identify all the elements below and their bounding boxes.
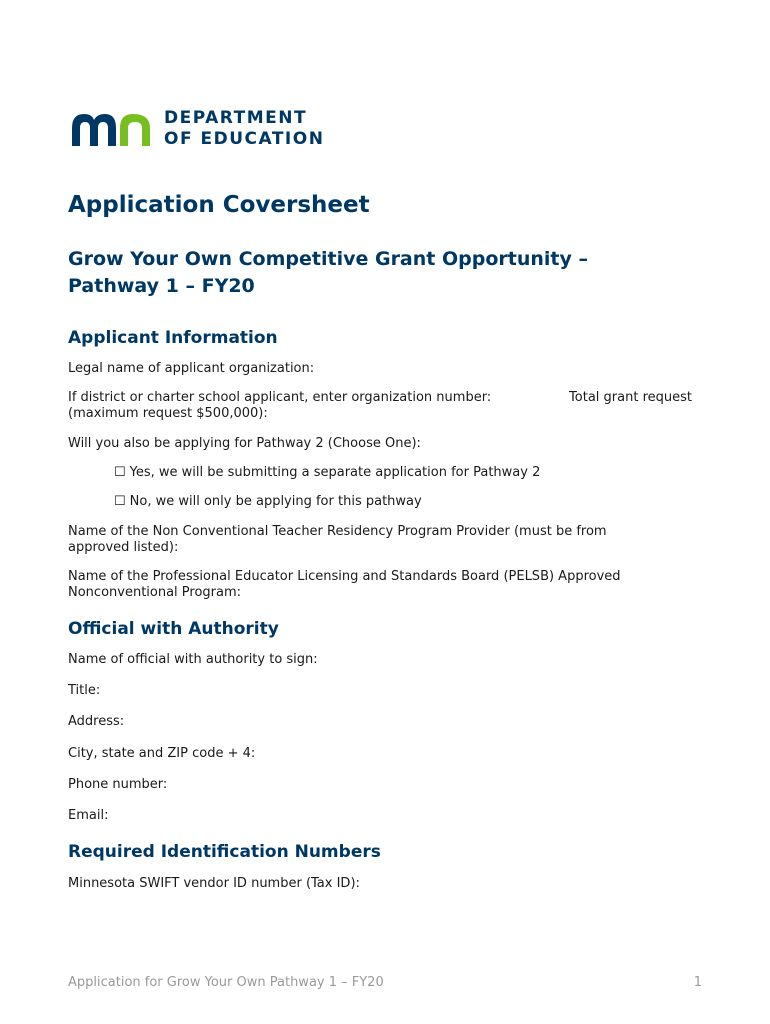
option-yes[interactable] [68,465,708,481]
field-official-phone: Phone number: [68,777,168,792]
page-footer [68,975,702,990]
field-pelsb [68,569,708,601]
field-official-title: Title: [68,683,101,698]
field-provider [68,524,708,556]
field-pelsb-line-2: Nonconventional Program: [68,585,242,600]
field-legal-name: Legal name of applicant organization: [68,361,315,376]
field-total-grant: Total grant request [569,390,692,405]
option-no[interactable] [68,494,708,510]
footer-text: Application for Grow Your Own Pathway 1 – FY20 [68,975,384,990]
option-yes-label: Yes, we will be submitting a separate application for Pathway 2 [129,465,541,480]
document-body [68,190,708,892]
field-provider-line-1: Name of the Non Conventional Teacher Residency Program Provider (must be from [68,524,607,539]
mn-logo-mark-icon [70,110,152,148]
field-pathway2-question: Will you also be applying for Pathway 2 (Choose One): [68,436,421,451]
section-heading-applicant: Applicant Information [68,328,278,348]
mde-logo [70,108,324,150]
field-official-address: Address: [68,714,125,729]
logo-wordmark [164,108,324,150]
checkbox-yes-icon[interactable]: ☐ [114,465,126,480]
logo-line-1: DEPARTMENT [164,108,308,128]
page-number: 1 [693,975,702,990]
section-heading-official: Official with Authority [68,619,279,639]
field-provider-line-2: approved listed): [68,540,179,555]
org-number-row [68,390,708,406]
field-max-request: (maximum request $500,000): [68,406,268,421]
checkbox-no-icon[interactable]: ☐ [114,494,126,509]
option-no-label: No, we will only be applying for this pathway [129,494,422,509]
page-subtitle [68,246,708,300]
field-official-email: Email: [68,808,109,823]
subtitle-line-1: Grow Your Own Competitive Grant Opportunity – [68,248,588,270]
field-swift-id: Minnesota SWIFT vendor ID number (Tax ID): [68,876,360,891]
subtitle-line-2: Pathway 1 – FY20 [68,275,255,297]
page-title: Application Coversheet [68,192,370,218]
field-official-city: City, state and ZIP code + 4: [68,746,256,761]
field-org-number: If district or charter school applicant, enter organization number: [68,390,492,405]
field-official-name: Name of official with authority to sign: [68,652,318,667]
logo-line-2: OF EDUCATION [164,129,325,149]
field-org-number-block [68,390,708,422]
section-heading-ids: Required Identification Numbers [68,842,381,862]
field-pelsb-line-1: Name of the Professional Educator Licensing and Standards Board (PELSB) Approved [68,569,621,584]
